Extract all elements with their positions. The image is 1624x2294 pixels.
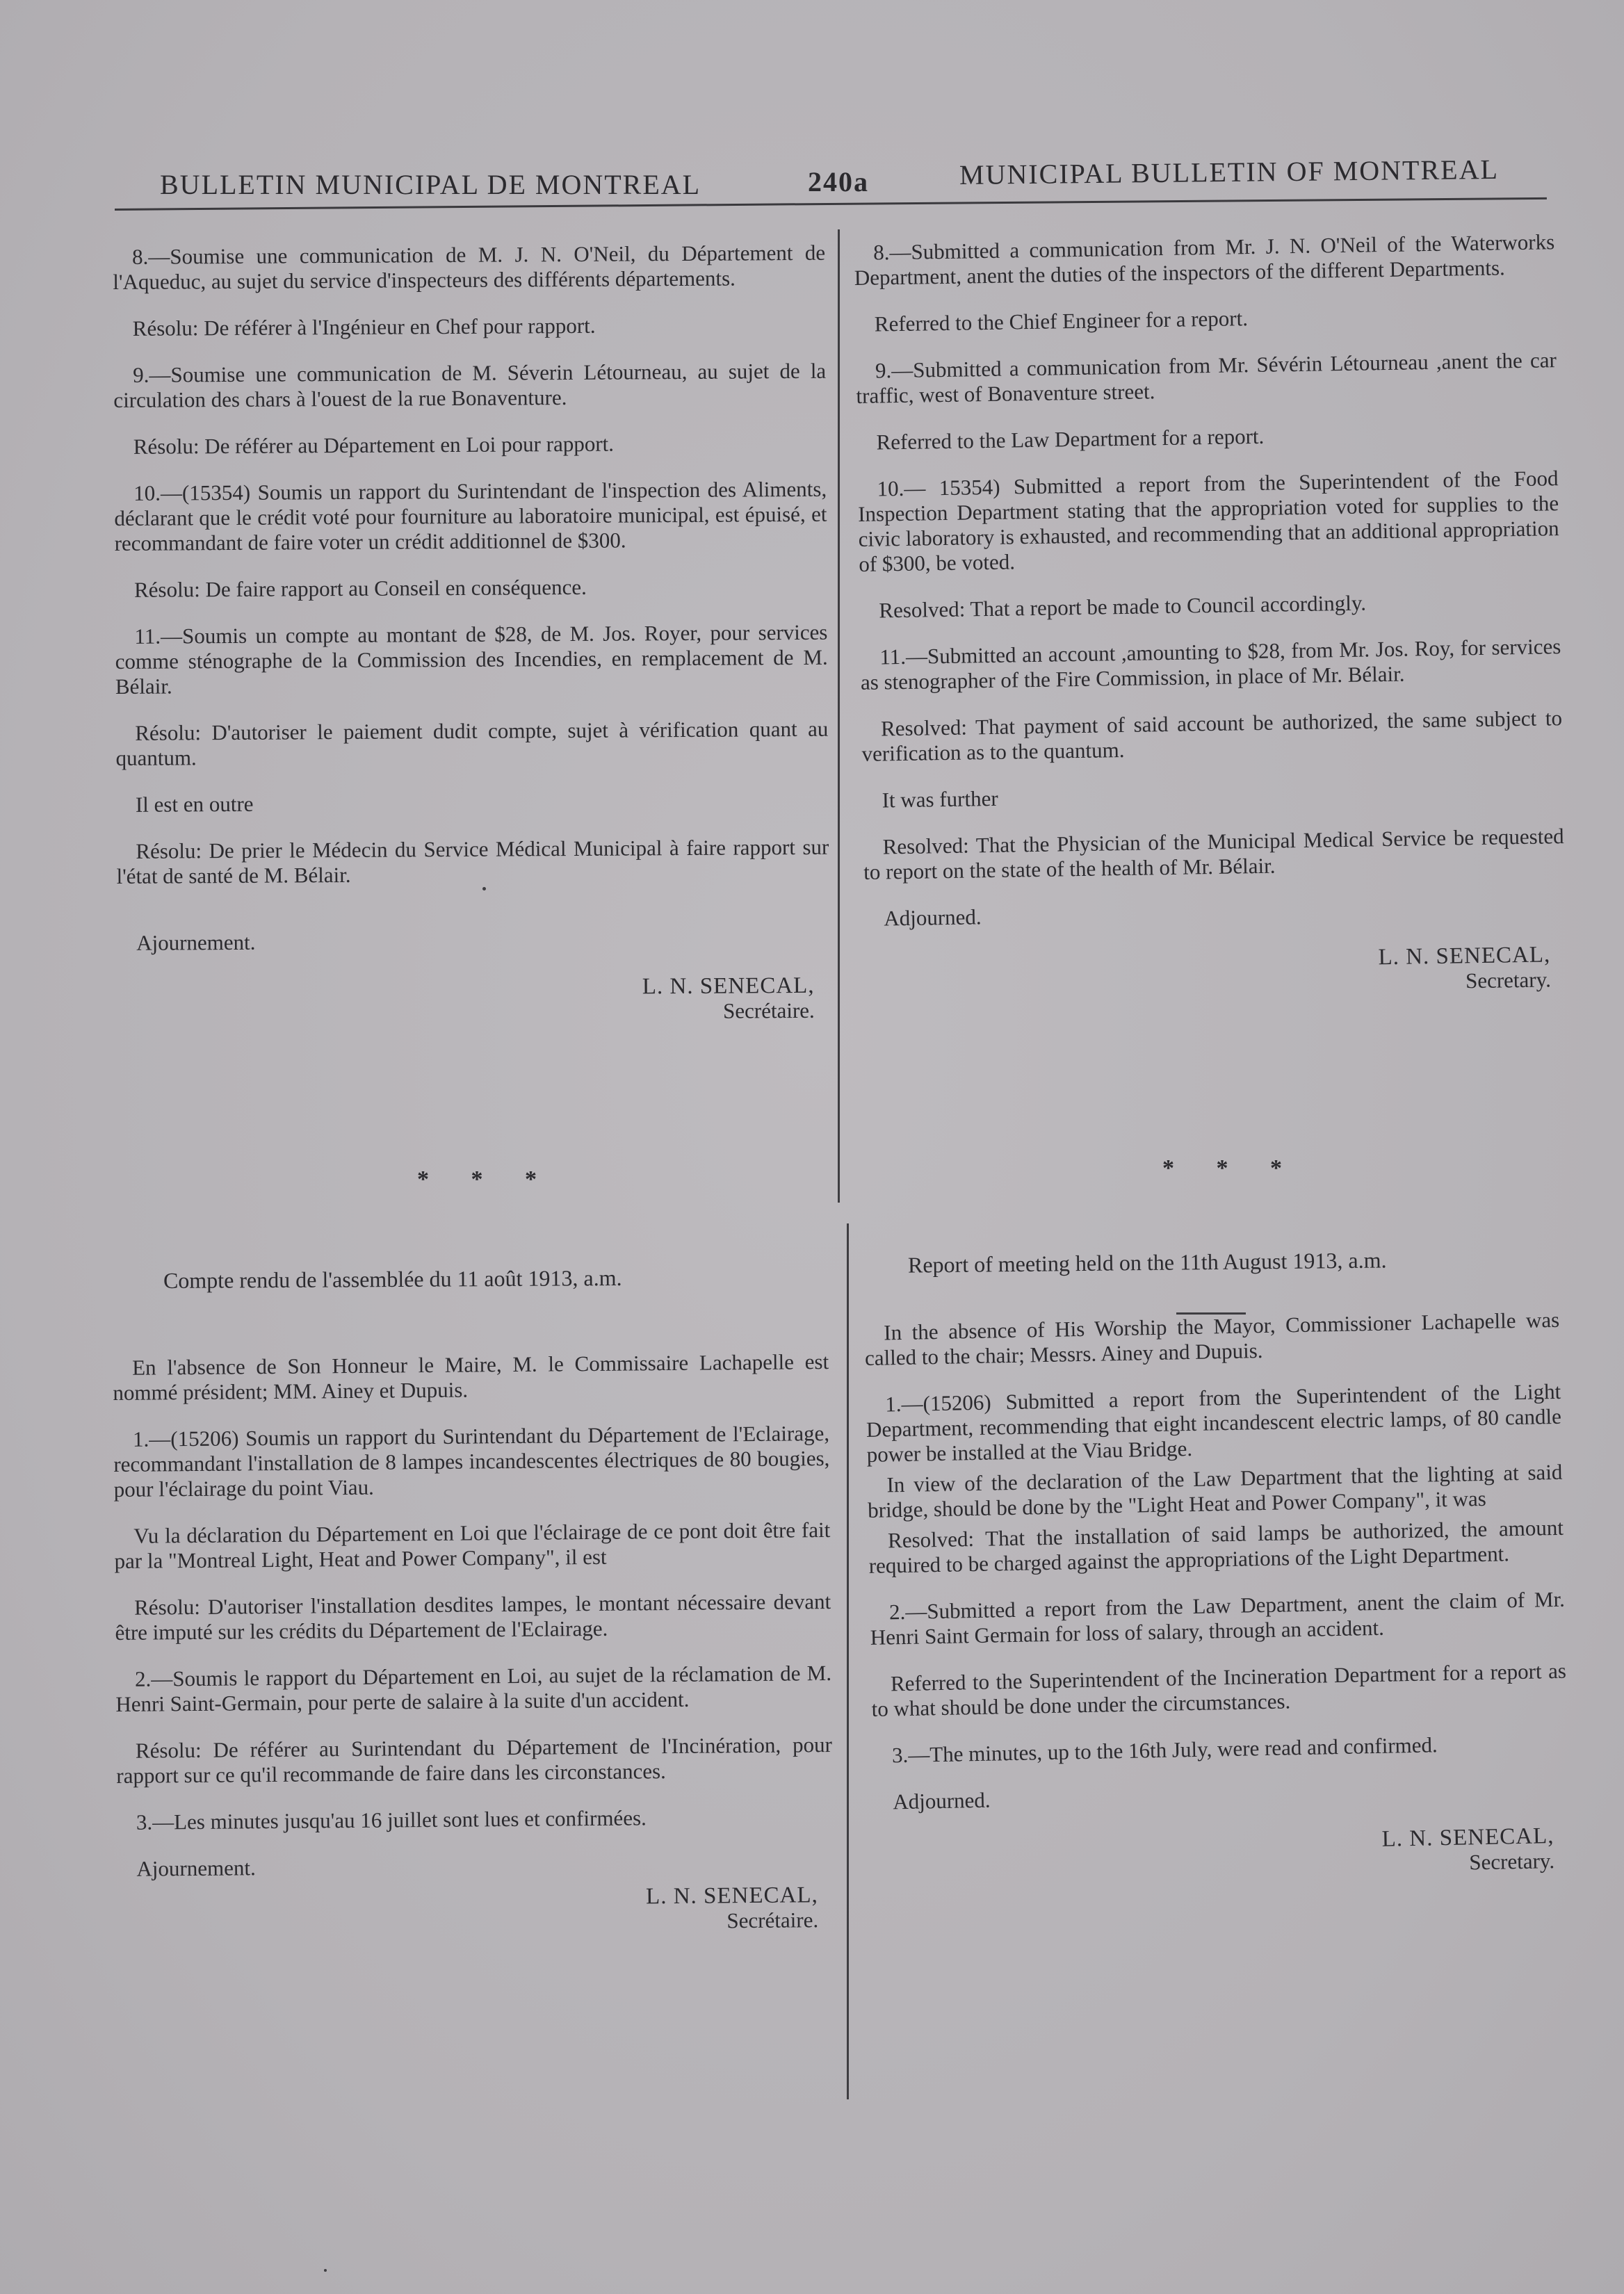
- french-column-bottom: [113, 1349, 834, 1939]
- adjournment-fr: Ajournement.: [136, 929, 256, 955]
- resolution-11-en: Resolved: That payment of said account be authorized, the same subject to verification as to the quantum.: [861, 706, 1563, 766]
- resolution-8-fr: Résolu: De référer à l'Ingénieur en Chef pour rapport.: [132, 313, 596, 341]
- section-separator-fr: * * *: [417, 1166, 555, 1192]
- secretary-name: L. N. SENECAL,: [645, 1882, 818, 1910]
- meeting-intro-en: In the absence of His Worship the Mayor, Commissioner Lachapelle was called to the chair; Messrs. Ainey and Dupuis.: [864, 1307, 1560, 1370]
- meeting-heading-en: Report of meeting held on the 11th August 1913, a.m.: [907, 1247, 1387, 1278]
- further-fr: Il est en outre: [135, 791, 254, 817]
- resolution-12-en: Resolved: That the Physician of the Municipal Medical Service be requested to report on the state of the health of Mr. Bélair.: [863, 824, 1564, 884]
- resolution-1-fr: Résolu: D'autoriser l'installation desdites lampes, le montant nécessaire devant être imputé sur les crédits du Département de l'Eclairage.: [115, 1588, 831, 1645]
- secretary-title: Secretary.: [1465, 967, 1552, 993]
- resolution-2-en: Referred to the Superintendent of the Incineration Department for a report as to what should be done under the circumstances.: [871, 1658, 1567, 1721]
- item-8-en: 8.—Submitted a communication from Mr. J. N. O'Neil of the Waterworks Department, anent the duties of the inspectors of the different Departments.: [854, 229, 1555, 290]
- paper-speck: [324, 2269, 327, 2272]
- item-2-en: 2.—Submitted a report from the Law Department, anent the claim of Mr. Henri Saint Germain for loss of salary, through an accident.: [870, 1586, 1566, 1650]
- page-number: 240a: [808, 166, 869, 197]
- header-french-title: BULLETIN MUNICIPAL DE MONTREAL: [160, 169, 701, 200]
- item-3-en: 3.—The minutes, up to the 16th July, were read and confirmed.: [891, 1732, 1438, 1768]
- item-8-fr: 8.—Soumise une communication de M. J. N. O'Neil, du Département de l'Aqueduc, au sujet du service d'inspecteurs des différents départements.: [113, 240, 826, 294]
- english-column-top: [854, 229, 1566, 1003]
- signature-en-top: [865, 942, 1566, 1003]
- resolution-9-fr: Résolu: De référer au Département en Loi pour rapport.: [133, 431, 615, 459]
- secretary-name: L. N. SENECAL,: [642, 973, 815, 1000]
- item-1-declaration-fr: Vu la déclaration du Département en Loi que l'éclairage de ce pont doit être fait par la "Montreal Light, Heat and Power Company", il est: [114, 1518, 831, 1573]
- item-11-en: 11.—Submitted an account ,amounting to $28, from Mr. Jos. Roy, for services as stenographer of the Fire Commission, in place of Mr. Bélair.: [860, 634, 1561, 694]
- signature-fr-bottom: [117, 1882, 834, 1939]
- adjournment-fr: Ajournement.: [136, 1855, 256, 1881]
- resolution-10-fr: Résolu: De faire rapport au Conseil en conséquence.: [133, 574, 587, 602]
- secretary-name: L. N. SENECAL,: [1378, 942, 1551, 970]
- resolution-8-en: Referred to the Chief Engineer for a report.: [874, 306, 1249, 336]
- french-column-top: [113, 241, 830, 1027]
- resolution-2-fr: Résolu: De référer au Surintendant du Département de l'Incinération, pour rapport sur ce qu'il recommande de faire dans les circonstances.: [116, 1732, 833, 1788]
- column-divider-bottom: [847, 1223, 849, 2099]
- signature-fr-top: [117, 973, 829, 1027]
- secretary-title: Secrétaire.: [722, 998, 815, 1023]
- item-2-fr: 2.—Soumis le rapport du Département en Loi, au sujet de la réclamation de M. Henri Saint-Germain, pour perte de salaire à la suite d'un accident.: [115, 1660, 832, 1716]
- item-10-fr: 10.—(15354) Soumis un rapport du Surintendant de l'inspection des Aliments, déclarant que le crédit voté pour fourniture au laboratoire municipal, est épuisé, et recommandant de faire voter un crédit additionnel de $300.: [114, 476, 827, 555]
- secretary-name: L. N. SENECAL,: [1381, 1823, 1554, 1852]
- meeting-intro-fr: En l'absence de Son Honneur le Maire, M. le Commissaire Lachapelle est nommé président; MM. Ainey et Dupuis.: [113, 1349, 829, 1405]
- resolution-12-fr: Résolu: De prier le Médecin du Service Médical Municipal à faire rapport sur l'état de santé de M. Bélair.: [116, 834, 829, 888]
- item-9-fr: 9.—Soumise une communication de M. Séverin Létourneau, au sujet de la circulation des chars à l'ouest de la rue Bonaventure.: [113, 358, 827, 412]
- running-header: [0, 154, 1624, 203]
- meeting-heading-fr: Compte rendu de l'assemblée du 11 août 1913, a.m.: [163, 1264, 622, 1294]
- paper-speck: [482, 887, 486, 890]
- further-en: It was further: [882, 786, 998, 813]
- adjournment-en: Adjourned.: [884, 904, 982, 931]
- item-1-fr: 1.—(15206) Soumis un rapport du Surintendant du Département de l'Eclairage, recommandant l'installation de 8 lampes incandescentes électriques de 80 bougies, pour l'éclairage du point Viau.: [113, 1421, 830, 1502]
- item-1-declaration-en: In view of the declaration of the Law Department that the lighting at said bridge, should be done by the "Light Heat and Power Company", it was: [867, 1459, 1563, 1522]
- item-3-fr: 3.—Les minutes jusqu'au 16 juillet sont lues et confirmées.: [136, 1805, 647, 1835]
- resolution-9-en: Referred to the Law Department for a report.: [876, 423, 1265, 455]
- column-divider-top: [838, 229, 840, 1203]
- item-1-en: 1.—(15206) Submitted a report from the Superintendent of the Light Department, recommending that eight incandescent electric lamps, of 80 candle power be installed at the Viau Bridge.: [866, 1378, 1562, 1467]
- secretary-title: Secrétaire.: [726, 1907, 819, 1933]
- item-11-fr: 11.—Soumis un compte au montant de $28, de M. Jos. Royer, pour services comme sténographe de la Commission des Incendies, en remplacement de M. Bélair.: [115, 619, 828, 699]
- section-separator-en: * * *: [1162, 1155, 1300, 1181]
- signature-en-bottom: [874, 1823, 1570, 1887]
- item-10-en: 10.— 15354) Submitted a report from the Superintendent of the Food Inspection Department stating that the appropriation voted for supplies to the civic laboratory is exhausted, and recommending that an additional appropriation of $300, be voted.: [857, 466, 1559, 576]
- english-column-bottom: [864, 1308, 1570, 1887]
- secretary-title: Secretary.: [1468, 1848, 1555, 1875]
- resolution-1-en: Resolved: That the installation of said lamps be authorized, the amount required to be charged against the appropriations of the Light Department.: [868, 1515, 1564, 1578]
- resolution-10-en: Resolved: That a report be made to Council accordingly.: [879, 590, 1367, 623]
- adjournment-en: Adjourned.: [892, 1787, 991, 1814]
- item-9-en: 9.—Submitted a communication from Mr. Sévérin Létourneau ,anent the car traffic, west of Bonaventure street.: [856, 348, 1557, 408]
- resolution-11-fr: Résolu: D'autoriser le paiement dudit compte, sujet à vérification quant au quantum.: [115, 716, 829, 770]
- header-english-title: MUNICIPAL BULLETIN OF MONTREAL: [959, 153, 1500, 190]
